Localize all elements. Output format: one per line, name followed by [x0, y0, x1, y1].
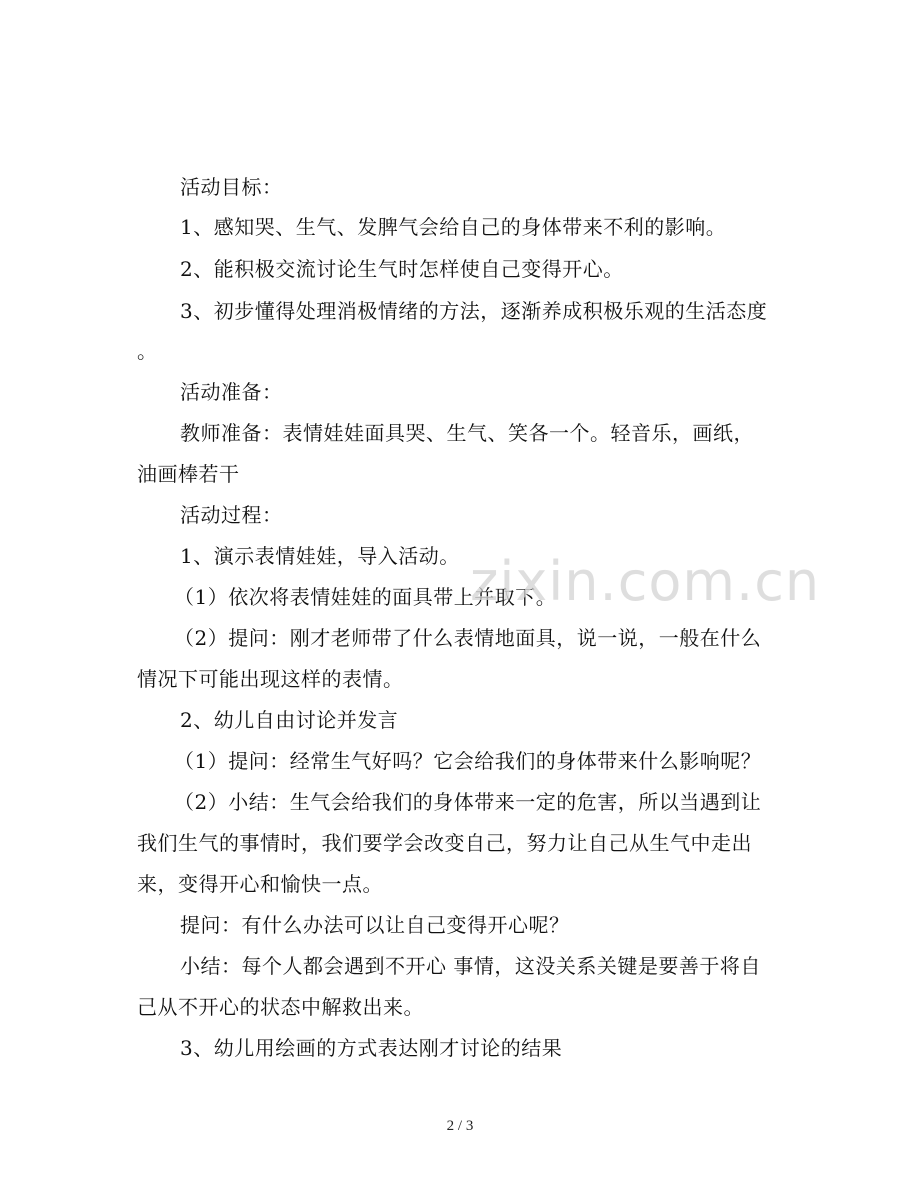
section-heading-goals: 活动目标： [180, 175, 283, 199]
paragraph-line: 油画棒若干 [137, 462, 240, 486]
paragraph-line: 。 [137, 339, 158, 363]
paragraph-line: 1、感知哭、生气、发脾气会给自己的身体带来不利的影响。 [180, 215, 727, 239]
paragraph-line: 情况下可能出现这样的表情。 [137, 667, 404, 691]
section-heading-process: 活动过程： [180, 503, 283, 527]
paragraph-line: 来，变得开心和愉快一点。 [137, 872, 383, 896]
paragraph-line: 己从不开心的状态中解救出来。 [137, 995, 424, 1019]
page-number: 2 / 3 [446, 1118, 474, 1134]
paragraph-line: 我们生气的事情时，我们要学会改变自己，努力让自己从生气中走出 [137, 831, 752, 855]
paragraph-line: （1）依次将表情娃娃的面具带上并取下。 [174, 585, 557, 609]
paragraph-line: 2、幼儿自由讨论并发言 [180, 708, 399, 732]
paragraph-line: （1）提问：经常生气好吗？它会给我们的身体带来什么影响呢？ [174, 749, 762, 773]
paragraph-line: （2）小结：生气会给我们的身体带来一定的危害，所以当遇到让 [174, 790, 762, 814]
paragraph-line: 3、初步懂得处理消极情绪的方法，逐渐养成积极乐观的生活态度 [180, 299, 768, 323]
paragraph-line: 3、幼儿用绘画的方式表达刚才讨论的结果 [180, 1036, 563, 1060]
paragraph-line: 教师准备：表情娃娃面具哭、生气、笑各一个。轻音乐，画纸， [180, 421, 754, 445]
paragraph-line: 2、能积极交流讨论生气时怎样使自己变得开心。 [180, 257, 624, 281]
paragraph-line: 小结：每个人都会遇到不开心 事情，这没关系关键是要善于将自 [180, 954, 761, 978]
watermark: zixin.com.cn [470, 550, 821, 613]
section-heading-preparation: 活动准备： [180, 380, 283, 404]
paragraph-line: （2）提问：刚才老师带了什么表情地面具，说一说，一般在什么 [174, 626, 762, 650]
paragraph-line: 1、演示表情娃娃，导入活动。 [180, 544, 460, 568]
paragraph-line: 提问：有什么办法可以让自己变得开心呢？ [180, 913, 570, 937]
